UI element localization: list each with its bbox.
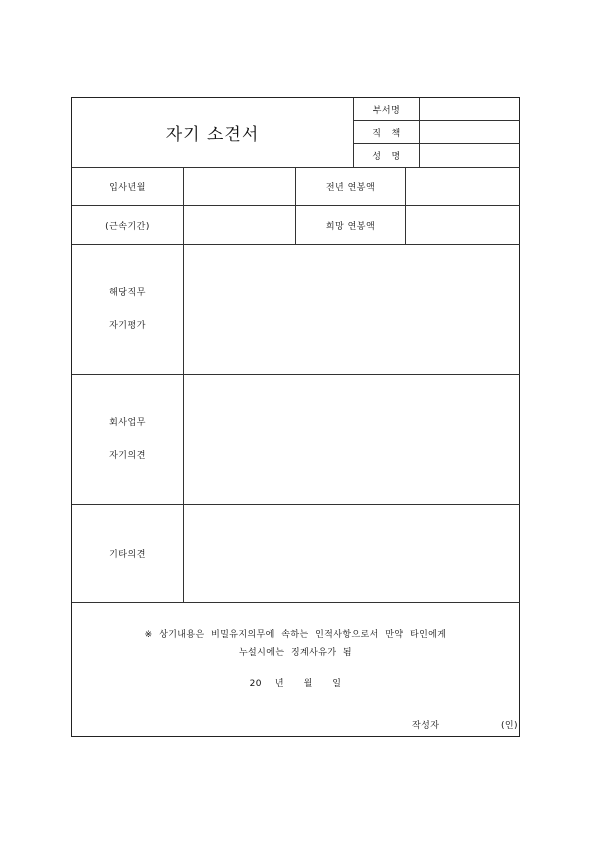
self-assessment-form	[71, 97, 520, 737]
desired-salary-label: 희망 연봉액	[325, 221, 376, 232]
self-evaluation-label	[72, 245, 183, 374]
other-opinion-field[interactable]	[184, 505, 520, 602]
self-evaluation-field[interactable]	[184, 245, 520, 374]
position-field[interactable]	[420, 121, 520, 143]
tenure-field[interactable]	[184, 206, 295, 244]
join-date-label: 입사년월	[109, 183, 146, 193]
company-opinion-line2: 자기의견	[109, 450, 146, 461]
desired-salary-field[interactable]	[406, 206, 520, 244]
company-opinion-field[interactable]	[184, 375, 520, 504]
company-opinion-label	[72, 375, 183, 504]
position-label: 직 책	[372, 128, 401, 139]
self-evaluation-line2: 자기평가	[109, 320, 146, 331]
author-signature-field[interactable]	[444, 714, 496, 730]
divider	[72, 602, 520, 603]
name-field[interactable]	[420, 144, 520, 167]
author-label: 작성자	[412, 721, 440, 731]
self-evaluation-line1: 해당직무	[109, 287, 146, 298]
join-date-field[interactable]	[184, 168, 295, 205]
confidentiality-notice-line2: 누설시에는 징계사유가 됨	[238, 648, 353, 658]
confidentiality-notice-line1: ※ 상기내용은 비밀유지의무에 속하는 인적사항으로서 만약 타인에게	[144, 630, 447, 640]
tenure-label: (근속기간)	[105, 221, 150, 232]
company-opinion-line1: 회사업무	[109, 417, 146, 428]
other-opinion-label: 기타의견	[109, 550, 146, 560]
seal-label: (인)	[501, 721, 518, 731]
date-line: 20 년 월 일	[249, 679, 342, 689]
previous-salary-label: 전년 연봉액	[325, 183, 376, 193]
name-label: 성 명	[372, 152, 401, 162]
form-title: 자기 소견서	[165, 125, 260, 145]
previous-salary-field[interactable]	[406, 168, 520, 205]
department-field[interactable]	[420, 98, 520, 120]
department-label: 부서명	[372, 105, 401, 116]
